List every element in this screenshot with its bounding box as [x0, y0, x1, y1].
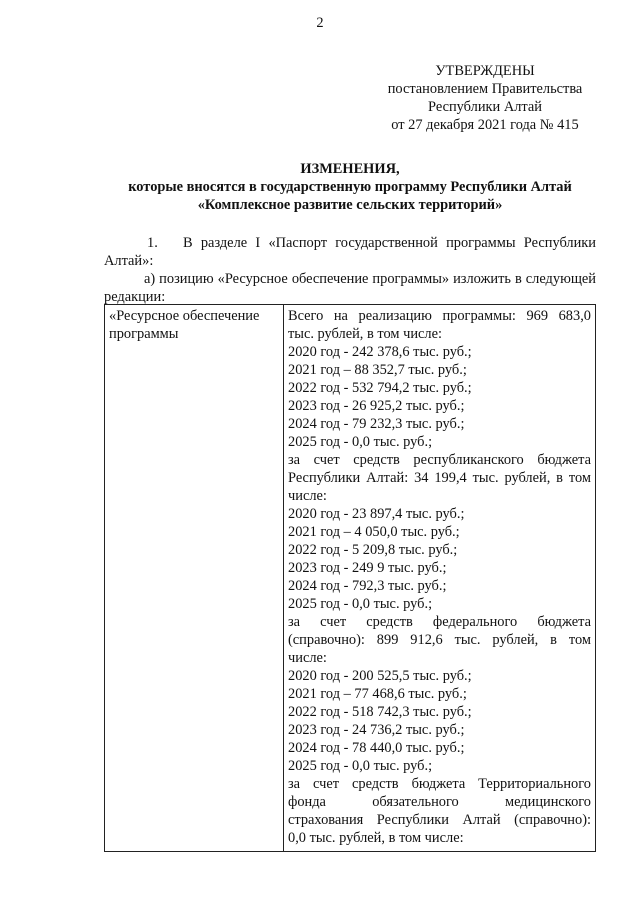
year-line: 2023 год - 24 736,2 тыс. руб.; [288, 722, 465, 738]
year-line: 2023 год - 249 9 тыс. руб.; [288, 560, 447, 576]
year-line: 2025 год - 0,0 тыс. руб.; [288, 596, 433, 612]
year-line: 2025 год - 0,0 тыс. руб.; [288, 758, 433, 774]
document-body [104, 234, 596, 306]
year-line: 2024 год - 79 232,3 тыс. руб.; [288, 416, 465, 432]
page-number: 2 [316, 15, 324, 31]
year-line: 2021 год – 88 352,7 тыс. руб.; [288, 362, 467, 378]
year-line: 2024 год - 792,3 тыс. руб.; [288, 578, 447, 594]
fund-budget-line: страхования Республики Алтай (справочно): [288, 812, 591, 828]
resource-table [104, 304, 596, 852]
paragraph-item-a: а) позицию «Ресурсное обеспечение программы» изложить в следующей редакции: [104, 271, 596, 305]
federal-budget-line: (справочно): 899 912,6 тыс. рублей, в том [288, 632, 591, 648]
federal-budget-line: за счет средств федерального бюджета [288, 614, 591, 630]
table-value-cell [284, 305, 596, 852]
approval-date-line: от 27 декабря 2021 года № 415 [391, 117, 579, 133]
paragraph-item-1 [104, 234, 596, 270]
fund-budget-line: за счет средств бюджета Территориального [288, 776, 591, 792]
total-line: Всего на реализацию программы: 969 683,0 [288, 308, 591, 324]
document-title [104, 160, 596, 214]
year-line: 2022 год - 5 209,8 тыс. руб.; [288, 542, 458, 558]
year-line: 2023 год - 26 925,2 тыс. руб.; [288, 398, 465, 414]
approval-line: постановлением Правительства [387, 81, 583, 97]
year-line: 2025 год - 0,0 тыс. руб.; [288, 434, 433, 450]
year-line: 2024 год - 78 440,0 тыс. руб.; [288, 740, 465, 756]
federal-budget-line: числе: [288, 650, 327, 666]
republic-budget-line: числе: [288, 488, 327, 504]
year-line: 2021 год – 4 050,0 тыс. руб.; [288, 524, 460, 540]
year-line: 2021 год – 77 468,6 тыс. руб.; [288, 686, 467, 702]
title-heading: ИЗМЕНЕНИЯ, [300, 161, 400, 177]
approval-line: Республики Алтай [428, 99, 542, 115]
item-number: 1. [147, 235, 158, 251]
republic-budget-line: Республики Алтай: 34 199,4 тыс. рублей, в том [288, 470, 591, 486]
table-label-cell: «Ресурсное обеспечение программы [105, 305, 284, 852]
year-line: 2022 год - 518 742,3 тыс. руб.; [288, 704, 472, 720]
republic-budget-line: за счет средств республиканского бюджета [288, 452, 591, 468]
year-line: 2020 год - 200 525,5 тыс. руб.; [288, 668, 472, 684]
title-program-name: «Комплексное развитие сельских территорий» [197, 197, 503, 213]
approval-heading: УТВЕРЖДЕНЫ [435, 63, 535, 79]
year-line: 2020 год - 23 897,4 тыс. руб.; [288, 506, 465, 522]
item-1-text: В разделе I «Паспорт государственной программы Республики Алтай»: [104, 235, 596, 269]
total-line: тыс. рублей, в том числе: [288, 326, 442, 342]
title-subtitle: которые вносятся в государственную программу Республики Алтай [128, 179, 572, 195]
table-row [105, 305, 596, 852]
fund-budget-line: фонда обязательного медицинского [288, 794, 591, 810]
fund-budget-line: 0,0 тыс. рублей, в том числе: [288, 830, 464, 846]
approval-block [350, 62, 620, 134]
year-line: 2020 год - 242 378,6 тыс. руб.; [288, 344, 472, 360]
year-line: 2022 год - 532 794,2 тыс. руб.; [288, 380, 472, 396]
